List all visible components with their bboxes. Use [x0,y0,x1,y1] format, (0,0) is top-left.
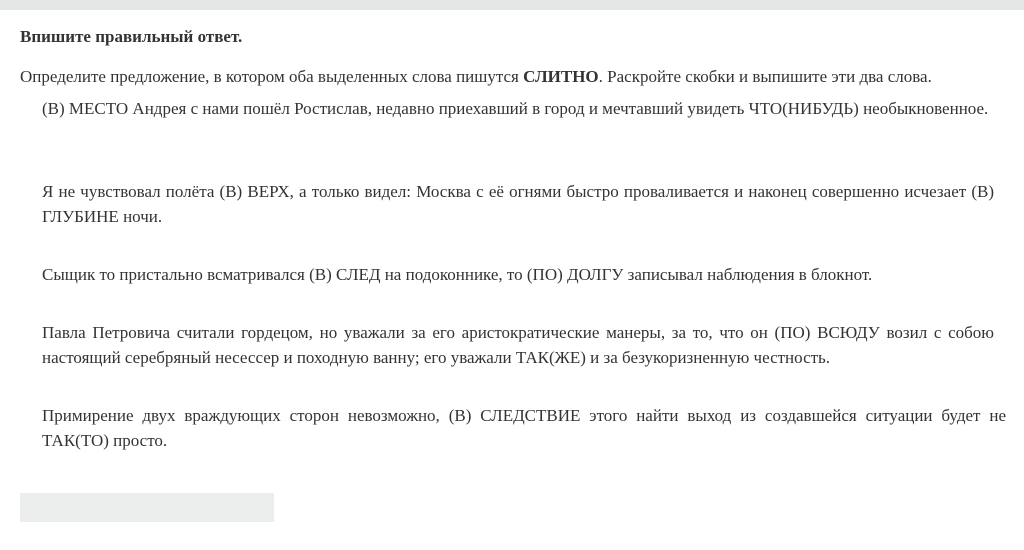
top-bar [0,0,1024,10]
sentence-item-3: Сыщик то пристально всматривался (В) СЛЕД на подоконнике, то (ПО) ДОЛГУ записывал наблюдения в блокнот. [42,265,873,284]
question-prefix: Определите предложение, в котором оба выделенных слова пишутся [20,67,524,86]
question-text [20,67,932,87]
sentence-item-4: Павла Петровича считали гордецом, но уважали за его аристократические манеры, за то, что он (ПО) ВСЮДУ возил с собою настоящий серебряный несессер и походную ванну; его уважали ТАК(ЖЕ) и за безукоризненную честность. [42,323,994,367]
question-suffix: . Раскройте скобки и выпишите эти два слова. [598,67,932,86]
sentence-item-2: Я не чувствовал полёта (В) ВЕРХ, а только видел: Москва с её огнями быстро проваливается и наконец совершенно исчезает (В) ГЛУБИНЕ ночи. [42,182,994,226]
instruction-heading: Впишите правильный ответ. [20,27,243,46]
sentence-item-1: (В) МЕСТО Андрея с нами пошёл Ростислав, недавно приехавший в город и мечтавший увидеть ЧТО(НИБУДЬ) необыкновенное. [42,99,989,118]
answer-input[interactable] [20,493,274,522]
sentence-item-5: Примирение двух враждующих сторон невозможно, (В) СЛЕДСТВИЕ этого найти выход из создавшейся ситуации будет не ТАК(ТО) просто. [42,406,1006,450]
question-keyword: СЛИТНО [523,67,599,86]
